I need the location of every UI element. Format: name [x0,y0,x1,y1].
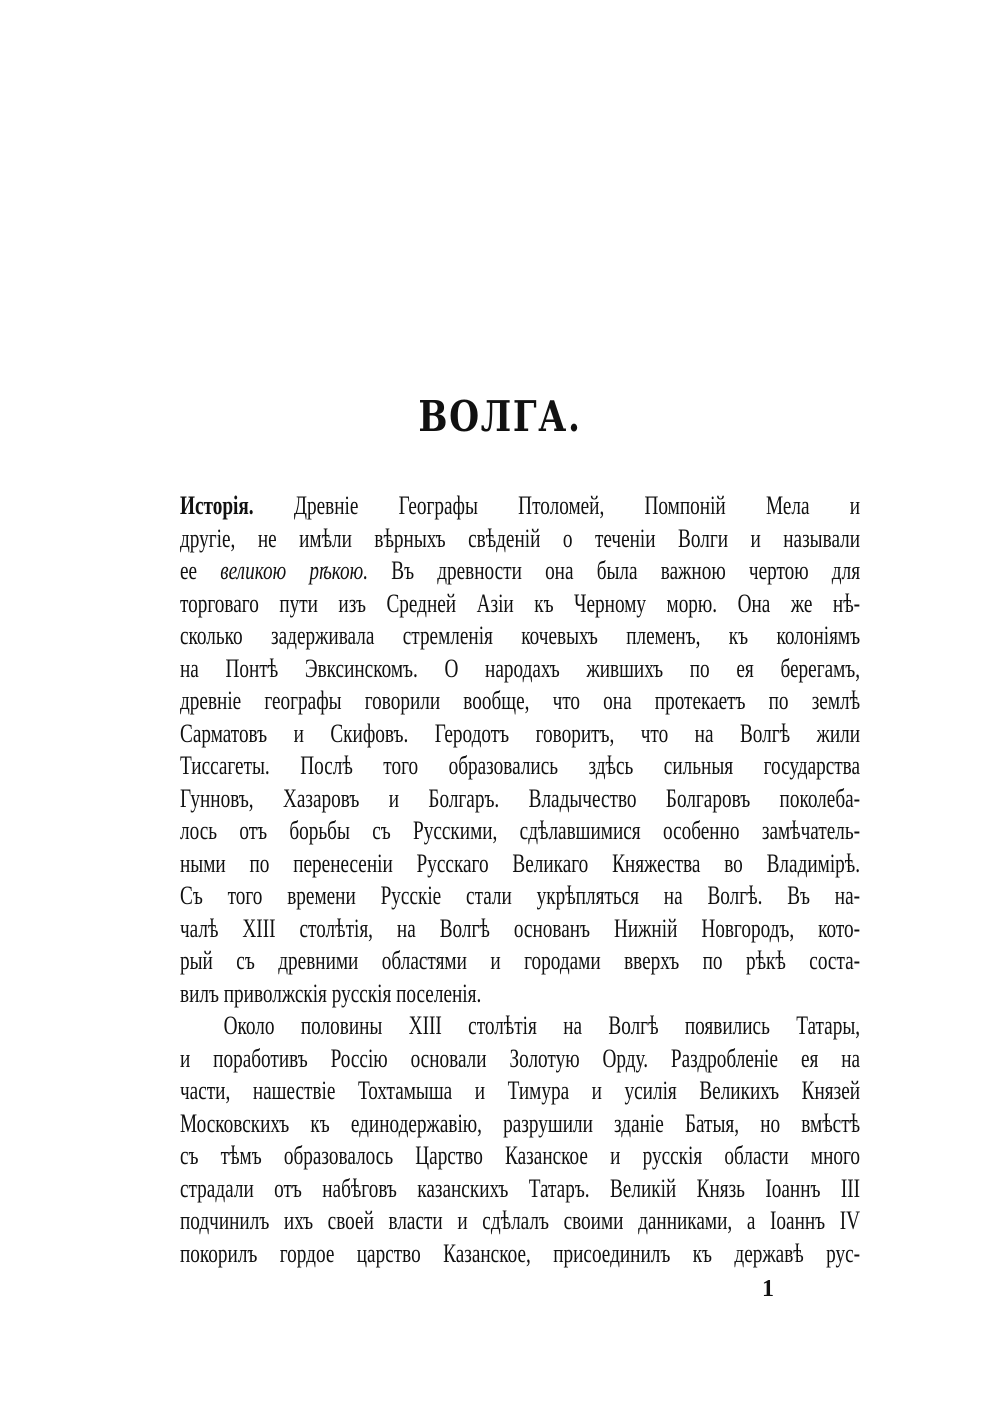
text-line: съ тѣмъ образовалось Царство Казанское и русскія области много [180,1141,861,1170]
italic-phrase: великою рѣкою. [220,556,369,585]
text-line: другіе, не имѣли вѣрныхъ свѣденій о теченіи Волги и называли [180,523,861,553]
text-line: Тиссагеты. Послѣ того образовались здѣсь сильныя государства [180,751,861,780]
text-line [180,555,860,588]
text-line: Съ того времени Русскіе стали укрѣпляться на Волгѣ. Въ на- [180,881,861,910]
text-line: страдали отъ набѣговъ казанскихъ Татаръ. Великій Князь Іоаннъ III [180,1173,861,1203]
text-line: Около половины XIII столѣтія на Волгѣ появились Татары, [223,1011,861,1040]
text-run: Въ древности она была важною чертою для [368,556,861,585]
text-line: древніе географы говорили вообще, что она протекаетъ по землѣ [180,686,861,715]
text-line: части, нашествіе Тохтамыша и Тимура и усилія Великихъ Князей [180,1076,861,1105]
text-line: Московскихъ къ единодержавію, разрушили зданіе Батыя, но вмѣстѣ [180,1108,861,1138]
text-line: и поработивъ Россію основали Золотую Орду. Раздробленіе ея на [180,1043,861,1073]
text-line [180,490,860,523]
text-line: лось отъ борьбы съ Русскими, сдѣлавшимися особенно замѣчатель- [180,816,861,845]
text-line: рый съ древними областями и городами вверхъ по рѣкѣ соста- [180,946,861,975]
page-number: 1 [762,1276,774,1302]
text-line: Сарматовъ и Скифовъ. Геродотъ говоритъ, что на Волгѣ жили [180,718,861,748]
text-line: Гунновъ, Хазаровъ и Болгаръ. Владычество Болгаровъ поколеба- [180,783,861,813]
text-line: ными по перенесеніи Русскаго Великаго Княжества во Владимірѣ. [180,848,861,878]
text-line: вилъ приволжскія русскія поселенія. [180,978,482,1008]
text-line: торговаго пути изъ Средней Азіи къ Черному морю. Она же нѣ- [180,588,861,618]
text-run: Древніе Географы Птоломей, Помпоній Мела и [253,491,861,520]
text-line: сколько задерживала стремленія кочевыхъ племенъ, къ колоніямъ [180,621,861,650]
text-line: на Понтѣ Эвксинскомъ. О народахъ жившихъ по ея берегамъ, [180,653,861,683]
text-line: чалѣ XIII столѣтія, на Волгѣ основанъ Нижній Новгородъ, кото- [180,913,861,943]
section-heading: Исторія. [180,491,254,520]
text-run: ее [180,556,221,585]
page-title: ВОЛГА. [418,392,582,441]
body-text [180,490,860,1270]
text-line: подчинилъ ихъ своей власти и сдѣлалъ своими данниками, а Іоаннъ IV [180,1206,861,1235]
text-line: покорилъ гордое царство Казанское, присоединилъ къ державѣ рус- [180,1238,861,1268]
